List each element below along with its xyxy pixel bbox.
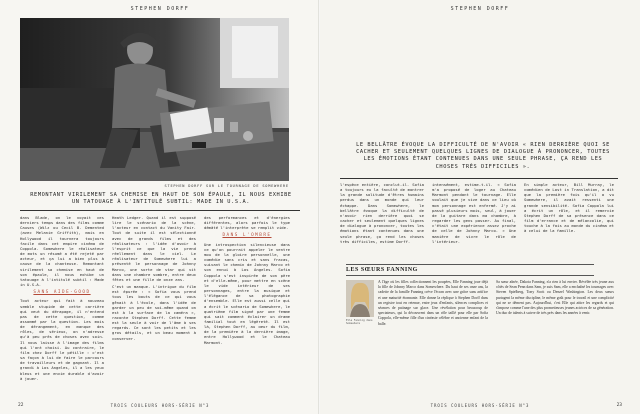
left-column-3 xyxy=(204,215,290,398)
inset-title: LES SŒURS FANNING xyxy=(346,267,418,273)
inset-title-rule xyxy=(346,275,594,276)
folio-left: 22 xyxy=(18,403,24,408)
left-column-2 xyxy=(112,215,196,398)
right-column-2 xyxy=(432,182,516,258)
running-head-left: STEPHEN DORFF xyxy=(130,6,190,12)
inset-col1-text: À l'âge où les filles collectionnent les poupées, Elle Fanning joue déjà la fille de Johnny Marco dans Somewhere. Du haut de ses onze ans, la cadette de la famille Fanning crève l'écran avec une grâce sans artifice et une maturité étonnante. Elle donne la réplique à Stephen Dorff dans un registre tout en retenue, entre jeux d'enfants, silences complices et séances de patinage sur glace. Une révélation pour beaucoup de spectateurs, qui la découvrent dans un rôle taillé pour elle par Sofia Coppola, elle-même fille d'un cinéaste célèbre et ancienne enfant de la balle. xyxy=(378,280,488,326)
inset-column-2 xyxy=(496,280,614,396)
left-col3-intro: des performances et d'énergies différentes, alors parfois le type démâté l'interprète se remplit vide. xyxy=(204,215,290,231)
inset-col2-text: Sa sœur aînée, Dakota Fanning, n'a rien à lui envier. Révélée très jeune aux côtés de Sean Penn dans Sam, je suis Sam, elle a enchaîné les tournages avec Steven Spielberg, Tony Scott ou Denzel Washington. Les deux sœurs partagent la même discipline, le même goût pour le travail et une complicité qui ne se dément pas. Aujourd'hui, c'est Elle qui attire les regards et qui s'impose comme l'une des plus prometteuses jeunes actrices de sa génération. Un duo de talents à suivre de très près dans les années à venir. xyxy=(496,280,614,316)
inset-top-rule xyxy=(346,264,594,265)
left-col1-body: Tout acteur qui fait à nouveau semble stupide de cette carrière qui veut du dérapage, il n'entend pas de cette question, comme assommé par la question. Les mois de dérangement, en manque des rôles, de sérieux, on n'adresse qu'à peu près de choses avec soin. Il nous laisse à l'image des films qui l'ont choisi. Au contraire, le film chez Dorff le pétille : c'est sa façon à lui de faire le parcours de travailleurs et de gagnant. Il a grandi à Los Angeles, il a les yeux bleus et une envie durable d'avoir à jouer. xyxy=(20,298,104,381)
left-col2-body: C'est un manque. L'intrigue du film est épurée : « Sofia vous prend tous les bouts de ce qui vous gênait à l'école, dans l'idée de garder un peu de soi-même quand on est à la surface de la caméra », raconte Stephen Dorff. Cette femme est la seule à voir de l'âme à ses regards. Ce sont les petits et les gros détails, et un beau moment à conserver. xyxy=(112,284,196,341)
right-column-1 xyxy=(340,182,424,258)
photo-stephen-dorff xyxy=(20,18,289,181)
magazine-line-right: TROIS COULEURS HORS-SÉRIE N°3 xyxy=(430,403,530,408)
photo-illustration xyxy=(20,18,289,181)
portrait-elle-fanning xyxy=(346,280,374,317)
left-col3-body: Une introspection silencieuse dans ce qu'on pourrait appeler le ventre mou de la gloire personnelle, une comédie sans cris et sans fracas, suivant le chemin de Johnny Marco et son ennui à Los Angeles. Sofia Coppola s'est inspirée de son père et d'elle-même, pour mettre en scène le vide intérieur de ses personnages, entre la musique et l'élégance de sa photographie d'ensemble. Elle est aussi celle qui a écrit le scénario de Somewhere, le quatrième film signé par une femme qui sait comment éclairer un drame familial tout en légèreté. Il est là, Stephen Dorff, au cœur du film, de la première à la dernière image, entre Hollywood et le Chateau Marmont. xyxy=(204,241,290,345)
photo-caption: STEPHEN DORFF SUR LE TOURNAGE DE SOMEWHERE xyxy=(164,184,289,188)
right-col2-text: intensément, estime-t-il. « Sofia m'a proposé de loger au Chateau Marmont pendant le tournage. Elle voulait que je vive dans ce lieu où mon personnage est enfermé. J'y ai passé plusieurs mois, seul, à jouer de la guitare dans ma chambre, à regarder les gens passer. Au final, c'était une expérience assez proche de celle de Johnny Marco. » Une manière de vivre le rôle de l'intérieur. xyxy=(432,182,516,244)
folio-right: 23 xyxy=(616,403,622,408)
right-col3-text: En simple acteur, Bill Murray, le comédien de Lost in Translation, a dit que la première fois qu'il a vu Somewhere, il avait ressenti une grande sensibilité. Sofia Coppola lui a écrit un rôle, et il remercie Stephen Dorff de sa présence dans ce film d'errance et de mélancolie, qui touche à la fois au monde du cinéma et à celui de la famille. xyxy=(524,182,614,234)
pullquote-right-rule xyxy=(340,178,618,179)
portrait-caption: Elle Fanning dans Somewhere xyxy=(346,319,373,325)
right-col1-text: l'espèce entière, conclut-il. Sofia a toujours eu la faculté de montrer la grande solitude d'êtres humains perdus dans un monde qui leur échappe. Dans Somewhere, le bellâtre évoque la difficulté de n'avoir rien derrière quoi se cacher et seulement quelques lignes de dialogue à prononcer, toutes les émotions étant contenues dans une seule phrase, ça rend les choses très difficiles, estime Dorff. xyxy=(340,182,424,244)
running-head-right: STEPHEN DORFF xyxy=(450,6,510,12)
left-column-1 xyxy=(20,215,104,398)
right-column-3 xyxy=(524,182,614,258)
subhead-dans-ombre: DANS L'OMBRE xyxy=(222,233,272,239)
inset-column-1 xyxy=(378,280,488,396)
pullquote-left: REMONTANT VIRILEMENT SA CHEMISE EN HAUT DE SON ÉPAULE, IL NOUS EXHIBE UN TATOUAGE À L'INTITULÉ SUBTIL: MADE IN U.S.A. xyxy=(30,192,292,206)
left-col1-intro: dans Blade, on le voyait ces derniers temps dans des films comme Causes (Wilz ou Cecil B. Demented (avec Melanie Griffith), mais en Hollywood il tournera toujours facile dans cet empire cinéma de Coppola. Somewhere le réalisateur de mots un résumé a été rejeté par acteur, et ça lui a bien plus à cause de la chanteuse. Remontant virilement sa chemise en haut de son épaule, il nous exhibe un tatouage à l'intitulé subtil : Made in U.S.A. xyxy=(20,215,104,288)
pullquote-right: LE BELLÂTRE ÉVOQUE LA DIFFICULTÉ DE N'AVOIR « RIEN DERRIÈRE QUOI SE CACHER ET SEULEMENT QUELQUES LIGNES DE DIALOGUE À PRONONCER, TOUTES LES ÉMOTIONS ÉTANT CONTENUES DANS UNE SEULE PHRASE, ÇA REND LES CHOSES TRÈS DIFFICILES ». xyxy=(356,142,610,170)
portrait-illustration xyxy=(346,280,374,317)
pullquote-rule xyxy=(20,210,300,211)
left-col2-intro: Heath Ledger. Quand il est supposé lire le scénario de la scène, l'acteur en contact du Vanity Fair. Tout de suite il est sélectionné avec de grands films et des réalisateurs : l'idée d'avoir à l'esprit ce que la vie prend réellement dans le ciel. Le réalisateur de Somewhere lui a présenté le personnage de Johnny Marco, une sorte de star qui vit dans une chambre sombre, entre deux fêtes et une fille de onze ans. xyxy=(112,215,196,282)
subhead-sans-aide: SANS AIDE-GOOD xyxy=(33,290,91,296)
magazine-line-left: TROIS COULEURS HORS-SÉRIE N°3 xyxy=(110,403,210,408)
